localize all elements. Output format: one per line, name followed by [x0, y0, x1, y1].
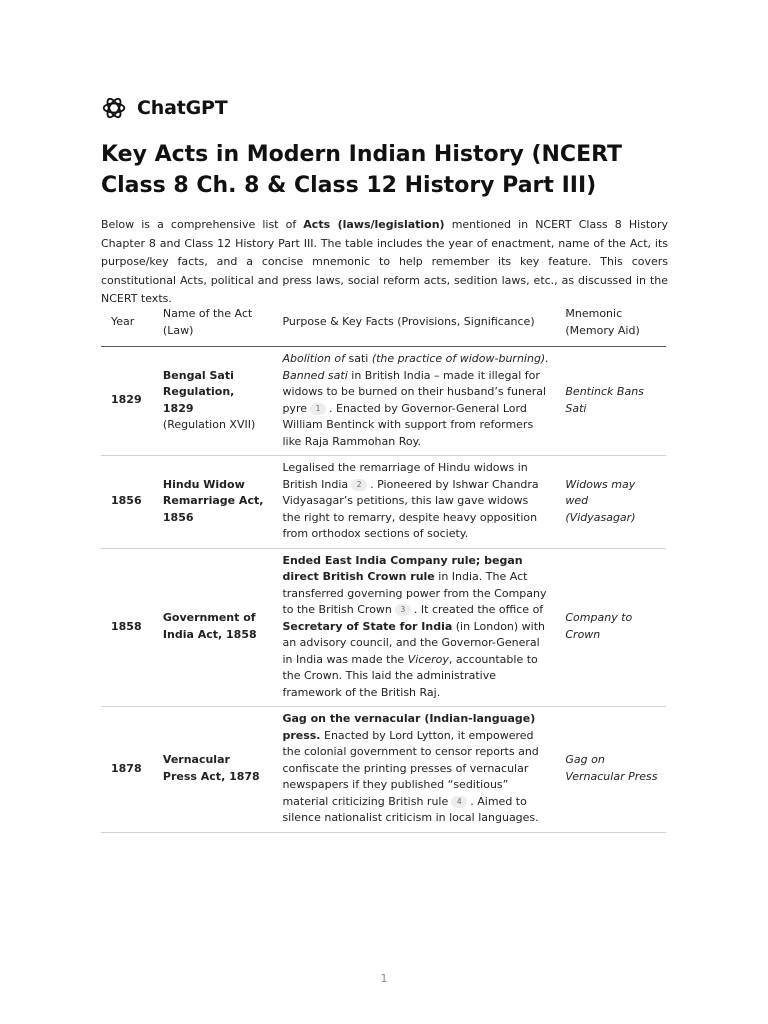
row-mnemonic: Gag on Vernacular Press — [555, 707, 666, 833]
row-mnemonic: Bentinck Bans Sati — [555, 347, 666, 456]
row-name: Bengal Sati Regulation, 1829 (Regulation XVII) — [153, 347, 273, 456]
header-mnemonic: Mnemonic (Memory Aid) — [555, 303, 666, 347]
row-name: Hindu Widow Remarriage Act, 1856 — [153, 456, 273, 549]
table-row — [101, 548, 666, 707]
row-purpose: Legalised the remarriage of Hindu widows in British India 2 . Pioneered by Ishwar Chandra Vidyasagar’s petitions, this law gave widows the right to remarry, despite heavy opposition from orthodox sections of society. — [272, 456, 555, 549]
citation-badge[interactable]: 3 — [395, 604, 411, 616]
row-purpose: Gag on the vernacular (Indian-language) press. Enacted by Lord Lytton, it empowered the colonial government to censor reports and confiscate the printing presses of vernacular newspapers if they published “seditious” material criticizing British rule 4 . Aimed to silence nationalist criticism in local languages. — [272, 707, 555, 833]
row-mnemonic: Company to Crown — [555, 548, 666, 707]
acts-table — [101, 303, 666, 833]
intro-paragraph: Below is a comprehensive list of Acts (laws/legislation) mentioned in NCERT Class 8 History Chapter 8 and Class 12 History Part III. The table includes the year of enactment, name of the Act, its purpose/key facts, and a concise mnemonic to help remember its key feature. This covers constitutional Acts, political and press laws, social reform acts, sedition laws, etc., as discussed in the NCERT texts. — [101, 218, 668, 305]
table-header-row — [101, 303, 666, 347]
row-purpose: Ended East India Company rule; began direct British Crown rule in India. The Act transferred governing power from the Company to the British Crown 3 . It created the office of Secretary of State for India (in London) with an advisory council, and the Governor-General in India was made the Viceroy, accountable to the Crown. This laid the administrative framework of the British Raj. — [272, 548, 555, 707]
citation-badge[interactable]: 4 — [451, 796, 467, 808]
table-row — [101, 707, 666, 833]
citation-badge[interactable]: 1 — [310, 403, 326, 415]
page-title: Key Acts in Modern Indian History (NCERT Class 8 Ch. 8 & Class 12 History Part III) — [101, 142, 623, 198]
header-purpose: Purpose & Key Facts (Provisions, Significance) — [272, 303, 555, 347]
row-year: 1878 — [101, 707, 153, 833]
table-row — [101, 456, 666, 549]
header-name: Name of the Act (Law) — [153, 303, 273, 347]
row-year: 1858 — [101, 548, 153, 707]
brand-header — [101, 95, 227, 121]
row-year: 1856 — [101, 456, 153, 549]
row-name: Vernacular Press Act, 1878 — [153, 707, 273, 833]
row-purpose: Abolition of sati (the practice of widow-burning). Banned sati in British India – made it illegal for widows to be burned on their husband’s funeral pyre 1 . Enacted by Governor-General Lord William Bentinck with support from reformers like Raja Rammohan Roy. — [272, 347, 555, 456]
row-mnemonic: Widows may wed (Vidyasagar) — [555, 456, 666, 549]
citation-badge[interactable]: 2 — [351, 479, 367, 491]
row-name: Government of India Act, 1858 — [153, 548, 273, 707]
page-number: 1 — [380, 972, 388, 985]
row-year: 1829 — [101, 347, 153, 456]
header-year: Year — [101, 303, 153, 347]
openai-logo-icon — [101, 95, 127, 121]
brand-name: ChatGPT — [137, 97, 228, 119]
table-row — [101, 347, 666, 456]
